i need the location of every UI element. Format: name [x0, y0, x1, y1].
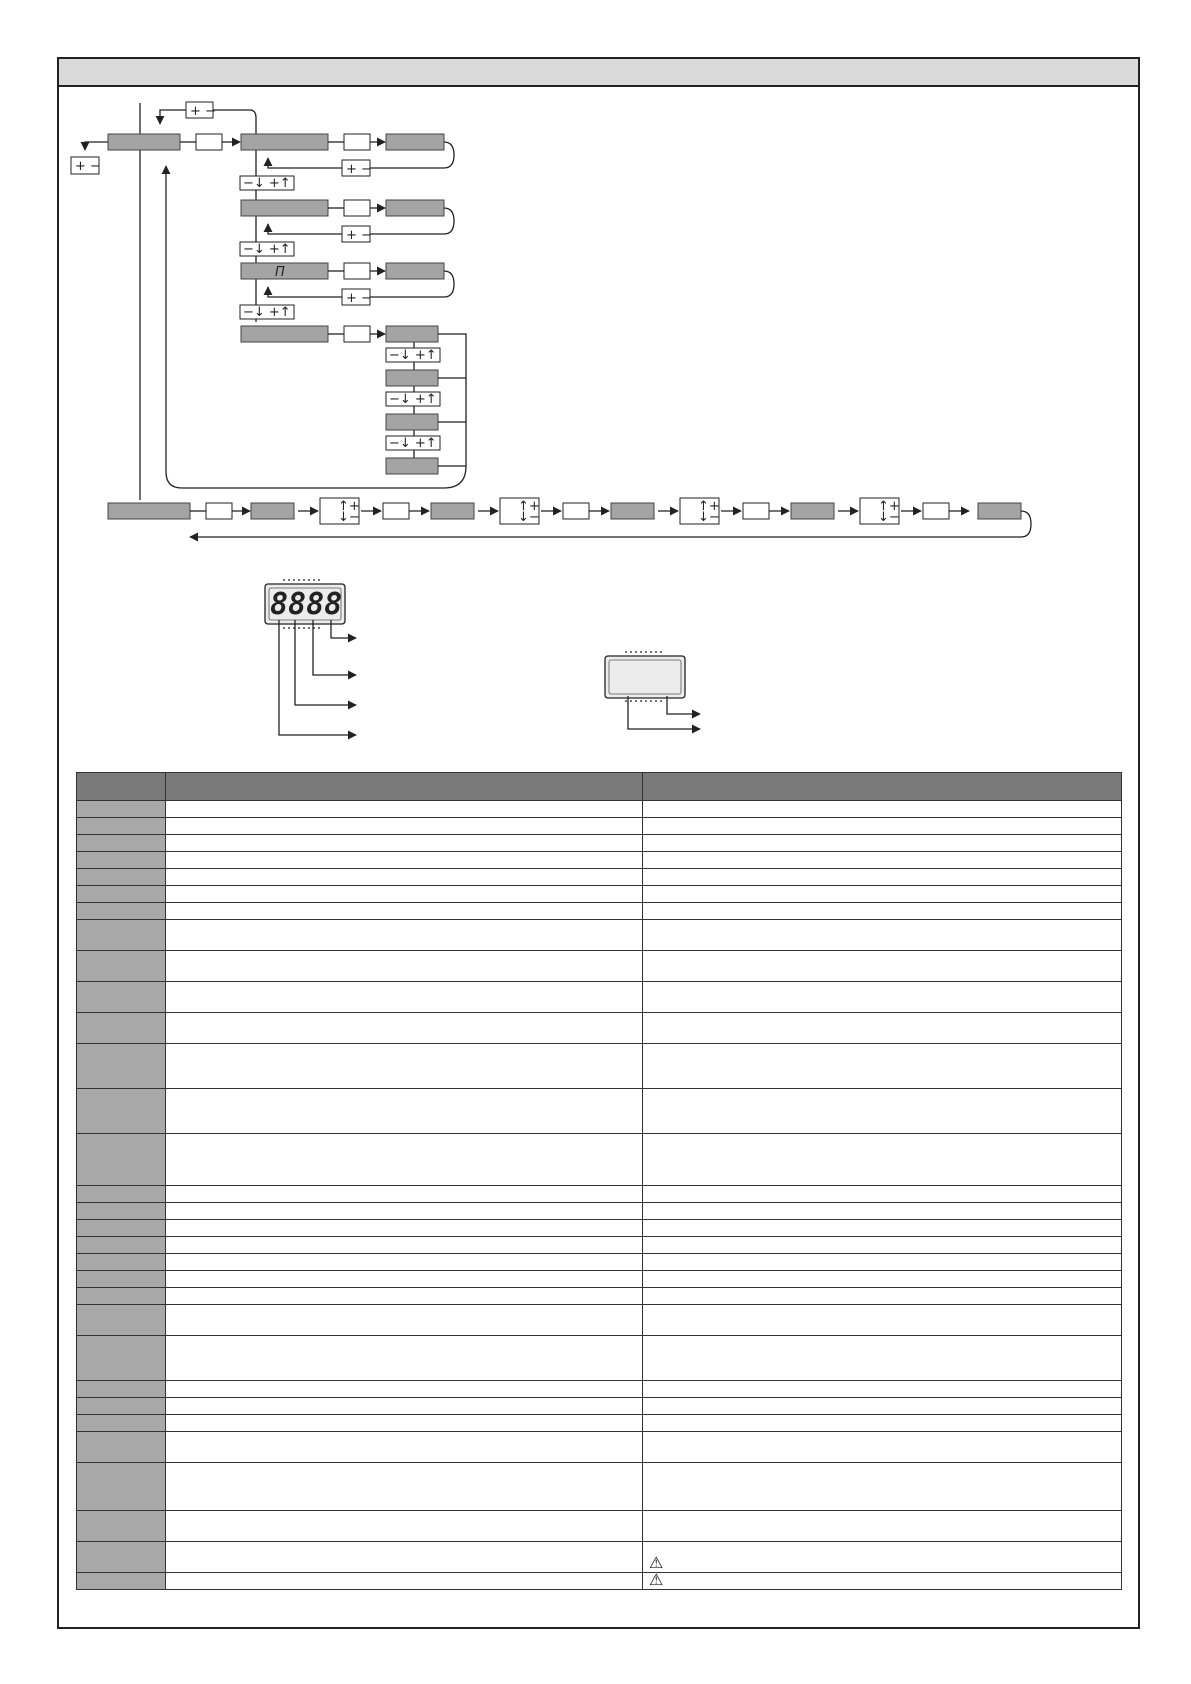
- column-header: [643, 773, 1122, 801]
- table-cell: [643, 982, 1122, 1013]
- enter-key[interactable]: [563, 503, 589, 519]
- warning-icon: ⚠: [649, 1572, 664, 1589]
- submenu-item-3[interactable]: [386, 414, 438, 430]
- table-cell: [77, 1134, 166, 1186]
- table-cell: [77, 869, 166, 886]
- table-row: [77, 1271, 1122, 1288]
- svg-text:−↓ +↑: −↓ +↑: [243, 176, 291, 191]
- menu-root-box[interactable]: [108, 134, 180, 150]
- svg-text:↑+: ↑+: [518, 499, 540, 514]
- table-row: [77, 1134, 1122, 1186]
- nav-updown-key-2[interactable]: [240, 242, 294, 257]
- table-cell: [166, 1381, 643, 1398]
- table-cell: [166, 1134, 643, 1186]
- chain-value-5[interactable]: [978, 503, 1021, 519]
- menu-second-root[interactable]: [108, 503, 190, 519]
- table-cell: [77, 1381, 166, 1398]
- menu-item-4[interactable]: [241, 326, 328, 342]
- table-cell: [166, 818, 643, 835]
- table-cell: [166, 1237, 643, 1254]
- svg-text:−↓ +↑: −↓ +↑: [389, 436, 437, 451]
- menu-value-2[interactable]: [386, 200, 444, 216]
- plus-minus-key-2[interactable]: [342, 226, 372, 243]
- nav-updown-key-4b[interactable]: [386, 392, 440, 407]
- updown-key-4[interactable]: [860, 498, 900, 525]
- enter-key[interactable]: [923, 503, 949, 519]
- table-cell: [166, 1013, 643, 1044]
- table-cell: [643, 1271, 1122, 1288]
- column-header: [77, 773, 166, 801]
- chain-value-4[interactable]: [791, 503, 834, 519]
- svg-text:−↓ +↑: −↓ +↑: [243, 242, 291, 257]
- table-cell: [166, 951, 643, 982]
- table-cell: [166, 982, 643, 1013]
- table-cell: [643, 1288, 1122, 1305]
- svg-text:+ −: + −: [346, 291, 372, 306]
- enter-key[interactable]: [206, 503, 232, 519]
- svg-text:↑+: ↑+: [878, 499, 900, 514]
- warning-icon: ⚠: [649, 1555, 664, 1572]
- table-cell: [643, 951, 1122, 982]
- table-cell: [166, 1573, 643, 1590]
- table-row: [77, 869, 1122, 886]
- submenu-item-4[interactable]: [386, 458, 438, 474]
- table-cell: [77, 1220, 166, 1237]
- table-cell: [77, 818, 166, 835]
- table-row: [77, 1220, 1122, 1237]
- table-row: [77, 903, 1122, 920]
- table-cell: [643, 1573, 1122, 1590]
- table-row: [77, 801, 1122, 818]
- table-cell: [643, 1432, 1122, 1463]
- display-digits: 8888: [270, 587, 343, 622]
- chain-value-1[interactable]: [251, 503, 294, 519]
- table-cell: [166, 1044, 643, 1089]
- table-cell: [77, 982, 166, 1013]
- enter-key[interactable]: [344, 326, 370, 342]
- table-row: [77, 1573, 1122, 1590]
- table-cell: [166, 1305, 643, 1336]
- table-cell: [643, 1134, 1122, 1186]
- table-cell: [77, 1415, 166, 1432]
- table-cell: [77, 1237, 166, 1254]
- column-header: [166, 773, 643, 801]
- table-row: [77, 1013, 1122, 1044]
- updown-key-2[interactable]: [500, 498, 540, 525]
- plus-minus-key-root[interactable]: [71, 157, 101, 174]
- table-cell: [77, 1511, 166, 1542]
- table-cell: [166, 1203, 643, 1220]
- svg-text:+ −: + −: [75, 159, 101, 174]
- enter-key[interactable]: [344, 263, 370, 279]
- table-cell: [643, 1237, 1122, 1254]
- table-cell: [77, 852, 166, 869]
- table-cell: [643, 869, 1122, 886]
- table-cell: [643, 1220, 1122, 1237]
- table-row: [77, 982, 1122, 1013]
- display-diagram: [265, 580, 356, 735]
- table-cell: [643, 818, 1122, 835]
- table-cell: [77, 801, 166, 818]
- table-row: [77, 886, 1122, 903]
- table-cell: [643, 852, 1122, 869]
- table-row: [77, 835, 1122, 852]
- table-cell: [166, 1463, 643, 1511]
- table-row: [77, 1186, 1122, 1203]
- table-row: [77, 1089, 1122, 1134]
- table-row: [77, 852, 1122, 869]
- table-cell: [643, 1254, 1122, 1271]
- table-cell: [77, 1573, 166, 1590]
- table-cell: [643, 835, 1122, 852]
- table-row: [77, 1044, 1122, 1089]
- nav-updown-key-1[interactable]: [240, 176, 294, 191]
- table-row: [77, 920, 1122, 951]
- plus-minus-key-top[interactable]: [186, 102, 216, 119]
- menu-item-1[interactable]: [241, 134, 328, 150]
- table-cell: [77, 1254, 166, 1271]
- table-row: [77, 1398, 1122, 1415]
- table-cell: [643, 903, 1122, 920]
- table-cell: [77, 1305, 166, 1336]
- updown-key-3[interactable]: [680, 498, 720, 525]
- table-cell: [166, 1511, 643, 1542]
- chain-value-2[interactable]: [431, 503, 474, 519]
- svg-text:−↓ +↑: −↓ +↑: [243, 305, 291, 320]
- table-cell: [77, 1089, 166, 1134]
- table-cell: [77, 886, 166, 903]
- table-row: [77, 1237, 1122, 1254]
- svg-text:+ −: + −: [346, 228, 372, 243]
- enter-key[interactable]: [196, 134, 222, 150]
- table-row: [77, 1381, 1122, 1398]
- table-cell: [643, 1186, 1122, 1203]
- display-diagram-small: [605, 652, 700, 729]
- table-row: [77, 1203, 1122, 1220]
- table-cell: [166, 1220, 643, 1237]
- table-cell: [643, 1044, 1122, 1089]
- plus-minus-key-3[interactable]: [342, 289, 372, 306]
- table-row: [77, 1463, 1122, 1511]
- enter-key[interactable]: [743, 503, 769, 519]
- table-cell: [77, 1542, 166, 1573]
- nav-updown-key-4a[interactable]: [386, 348, 440, 363]
- arrow-icon: [85, 142, 108, 150]
- table-cell: [77, 903, 166, 920]
- table-cell: [643, 1089, 1122, 1134]
- table-cell: [166, 852, 643, 869]
- table-cell: [77, 1044, 166, 1089]
- table-cell: [77, 920, 166, 951]
- menu-item-2[interactable]: [241, 200, 328, 216]
- enter-key[interactable]: [344, 200, 370, 216]
- table-cell: [643, 1511, 1122, 1542]
- table-cell: [166, 903, 643, 920]
- table-cell: [77, 1271, 166, 1288]
- svg-text:↓−: ↓−: [338, 510, 360, 525]
- table-cell: [77, 1463, 166, 1511]
- table-cell: [166, 886, 643, 903]
- table-cell: [166, 1089, 643, 1134]
- table-cell: [77, 1398, 166, 1415]
- menu-item-3-char: Π: [275, 265, 285, 280]
- svg-text:↑+: ↑+: [698, 499, 720, 514]
- table-cell: [643, 1415, 1122, 1432]
- table-row: [77, 1254, 1122, 1271]
- enter-key[interactable]: [383, 503, 409, 519]
- svg-text:↑+: ↑+: [338, 499, 360, 514]
- svg-text:−↓ +↑: −↓ +↑: [389, 348, 437, 363]
- table-row: [77, 1288, 1122, 1305]
- svg-text:+ −: + −: [190, 104, 216, 119]
- table-cell: [643, 1305, 1122, 1336]
- table-cell: [643, 1398, 1122, 1415]
- table-cell: [77, 1432, 166, 1463]
- menu-value-3[interactable]: [386, 263, 444, 279]
- table-header-row: [77, 773, 1122, 801]
- submenu-item-2[interactable]: [386, 370, 438, 386]
- table-cell: [166, 920, 643, 951]
- nav-updown-key-3[interactable]: [240, 305, 294, 320]
- table-cell: [643, 1381, 1122, 1398]
- svg-text:−↓ +↑: −↓ +↑: [389, 392, 437, 407]
- table-cell: [77, 1203, 166, 1220]
- table-cell: [166, 801, 643, 818]
- table-cell: [643, 1013, 1122, 1044]
- table-cell: [166, 1288, 643, 1305]
- parameter-table: [76, 772, 1122, 1590]
- table-row: [77, 1511, 1122, 1542]
- table-cell: [166, 1186, 643, 1203]
- table-row: [77, 1542, 1122, 1573]
- menu-value-1[interactable]: [386, 134, 444, 150]
- svg-text:↓−: ↓−: [518, 510, 540, 525]
- table-row: [77, 818, 1122, 835]
- table-cell: [643, 920, 1122, 951]
- table-cell: [166, 1271, 643, 1288]
- table-cell: [166, 869, 643, 886]
- svg-text:↓−: ↓−: [698, 510, 720, 525]
- nav-updown-key-4c[interactable]: [386, 436, 440, 451]
- table-cell: [166, 1398, 643, 1415]
- table-cell: [166, 1336, 643, 1381]
- table-cell: [77, 835, 166, 852]
- plus-minus-key-1[interactable]: [342, 160, 372, 177]
- table-row: [77, 1305, 1122, 1336]
- table-cell: [77, 1288, 166, 1305]
- table-cell: [166, 1415, 643, 1432]
- enter-key[interactable]: [344, 134, 370, 150]
- table-cell: [166, 1542, 643, 1573]
- svg-text:+ −: + −: [346, 162, 372, 177]
- table-row: [77, 951, 1122, 982]
- table-cell: [643, 1542, 1122, 1573]
- table-cell: [77, 1336, 166, 1381]
- table-cell: [166, 835, 643, 852]
- table-cell: [643, 1463, 1122, 1511]
- table-row: [77, 1415, 1122, 1432]
- table-cell: [166, 1432, 643, 1463]
- table-cell: [77, 1013, 166, 1044]
- updown-key-1[interactable]: [320, 498, 360, 525]
- table-cell: [77, 951, 166, 982]
- submenu-item-1[interactable]: [386, 326, 438, 342]
- table-cell: [643, 801, 1122, 818]
- table-row: [77, 1336, 1122, 1381]
- table-cell: [77, 1186, 166, 1203]
- svg-text:↓−: ↓−: [878, 510, 900, 525]
- table-cell: [166, 1254, 643, 1271]
- table-cell: [643, 1203, 1122, 1220]
- chain-value-3[interactable]: [611, 503, 654, 519]
- table-cell: [643, 1336, 1122, 1381]
- table-row: [77, 1432, 1122, 1463]
- table-cell: [643, 886, 1122, 903]
